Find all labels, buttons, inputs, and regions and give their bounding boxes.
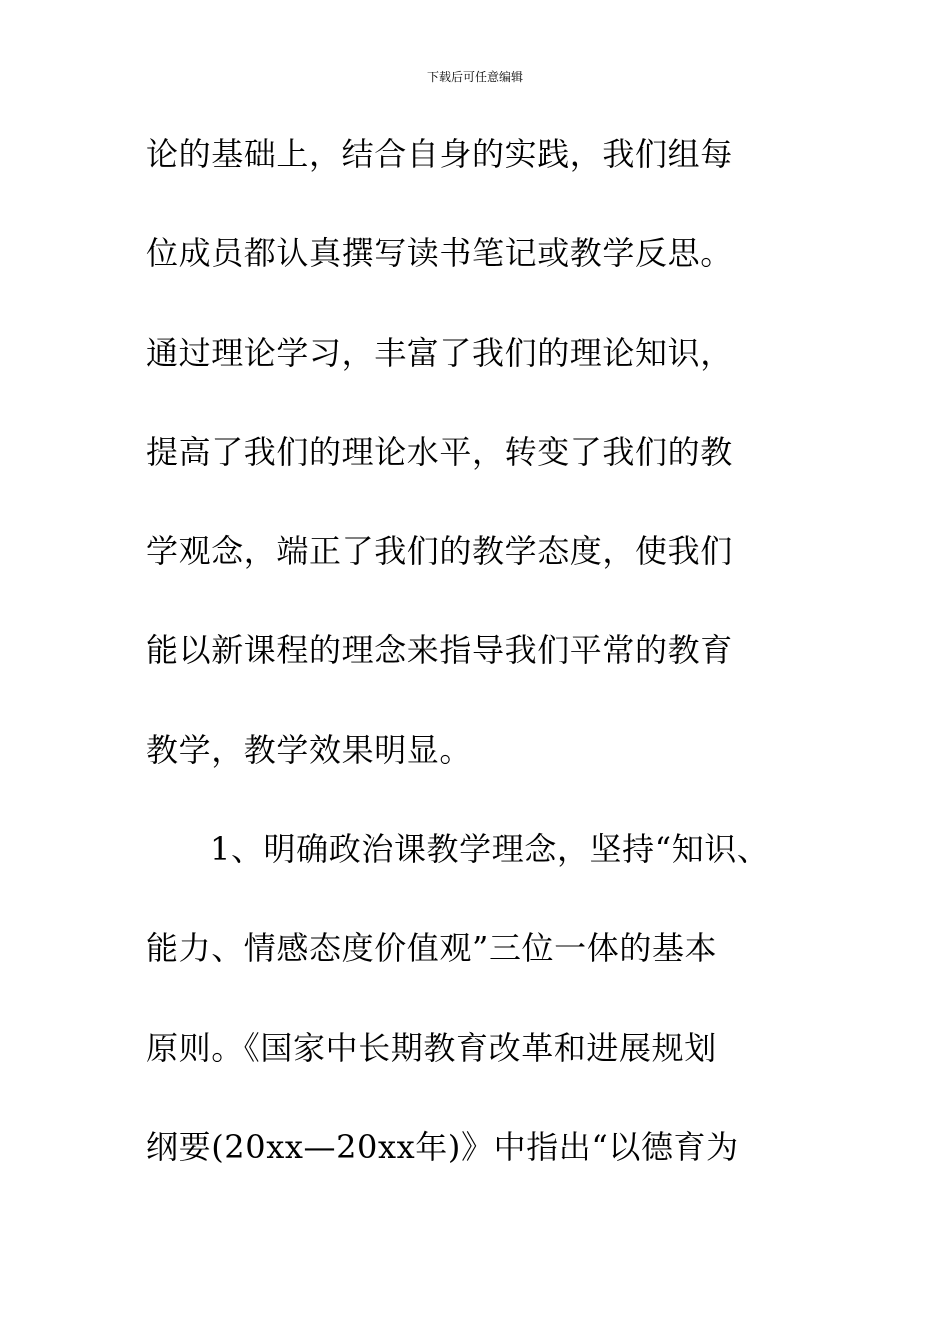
body-text	[146, 128, 826, 1220]
text-line: 论的基础上，结合自身的实践，我们组每	[146, 135, 733, 173]
text-line: 能力、情感态度价值观”三位一体的基本	[146, 929, 718, 968]
text-line: 通过理论学习，丰富了我们的理论知识，	[146, 333, 733, 372]
text-line: 位成员都认真撰写读书笔记或教学反思。	[146, 234, 733, 273]
text-line: 能以新课程的理念来指导我们平常的教育	[146, 631, 733, 670]
page-header: 下载后可任意编辑	[426, 70, 523, 84]
text-line: 提高了我们的理论水平，转变了我们的教	[146, 432, 733, 471]
text-line: 学观念，端正了我们的教学态度，使我们	[146, 532, 733, 571]
text-line: 纲要(20xx—20xx年)》中指出“以德育为	[146, 1127, 739, 1166]
text-line: 原则。《国家中长期教育改革和进展规划	[146, 1028, 717, 1067]
text-line: 教学，教学效果明显。	[146, 730, 473, 769]
text-line-indented: 1、明确政治课教学理念，坚持“知识、	[210, 830, 770, 869]
